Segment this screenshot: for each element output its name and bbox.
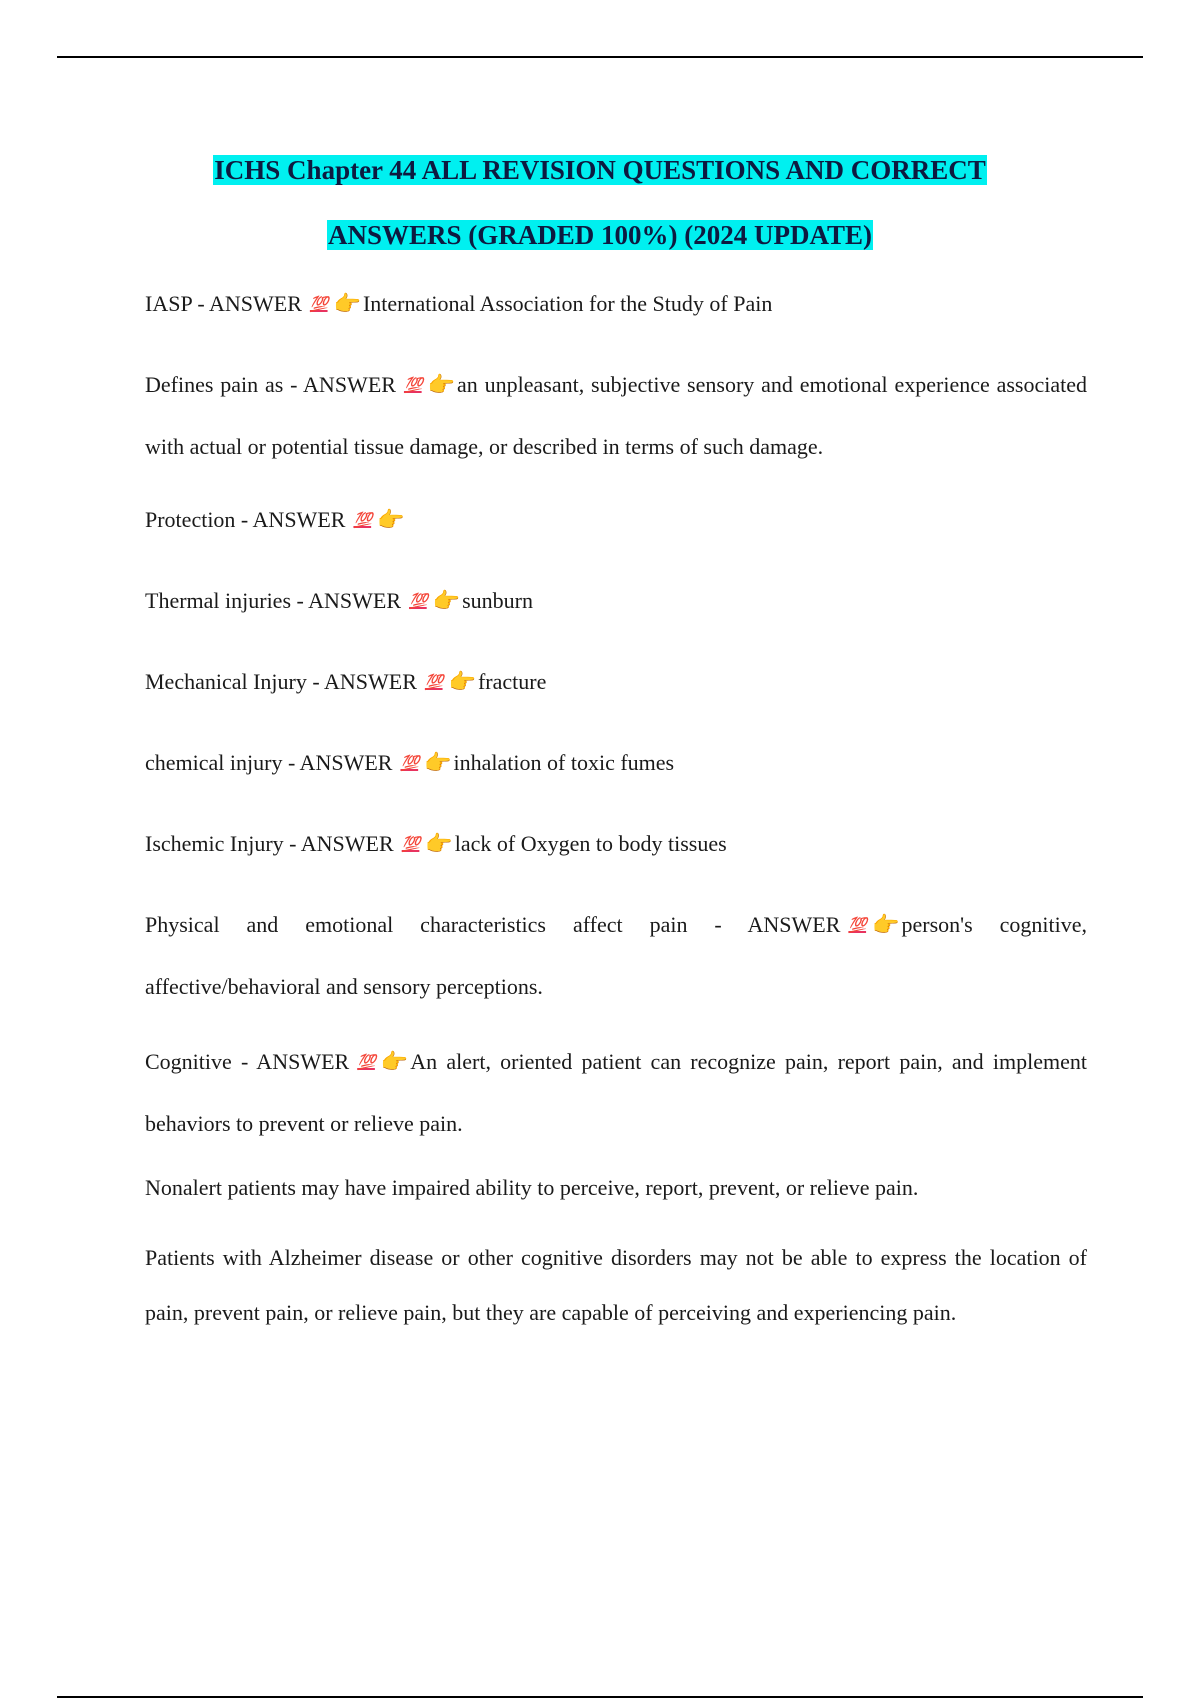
hundred-points-icon: 💯 [309,295,328,313]
qa-answer: an unpleasant, subjective sensory and emotional experience associated with actual or potential tissue damage, or described in terms of such damage. [145,372,1087,459]
hundred-points-icon: 💯 [848,916,867,934]
qa-term: Ischemic Injury - ANSWER [145,831,394,856]
pointing-hand-icon: 👉 [872,913,900,938]
qa-item-iasp [145,273,1087,335]
pointing-hand-icon: 👉 [425,832,453,857]
qa-item-protection [145,489,1087,551]
pointing-hand-icon: 👉 [377,508,405,533]
paragraph-text: Nonalert patients may have impaired ability to perceive, report, prevent, or relieve pain. [145,1175,919,1200]
qa-item-ischemic [145,813,1087,875]
pointing-hand-icon: 👉 [380,1050,409,1075]
qa-answer: An alert, oriented patient can recognize pain, report pain, and implement behaviors to prevent or relieve pain. [145,1049,1087,1136]
hundred-points-icon: 💯 [403,376,422,394]
qa-item-cognitive [145,1031,1087,1154]
pointing-hand-icon: 👉 [432,589,461,614]
qa-answer: inhalation of toxic fumes [453,750,675,775]
bottom-rule [57,1696,1143,1698]
top-rule [57,56,1143,58]
qa-item-mechanical [145,651,1087,713]
qa-term: Mechanical Injury - ANSWER [145,669,417,694]
qa-answer: fracture [477,669,547,694]
qa-answer: person's cognitive, affective/behavioral and sensory perceptions. [145,912,1087,999]
hundred-points-icon: 💯 [409,592,427,610]
qa-item-thermal [145,570,1087,632]
qa-answer: sunburn [462,588,533,613]
qa-answer: lack of Oxygen to body tissues [454,831,727,856]
title-line-2: ANSWERS (GRADED 100%) (2024 UPDATE) [327,220,872,250]
document-title [0,138,1200,268]
hundred-points-icon: 💯 [424,673,443,691]
hundred-points-icon: 💯 [401,835,420,853]
qa-term: Cognitive - ANSWER [145,1049,350,1074]
qa-item-physical-emotional [145,894,1087,1017]
qa-item-chemical [145,732,1087,794]
pointing-hand-icon: 👉 [333,292,361,317]
qa-term: IASP - ANSWER [145,291,302,316]
hundred-points-icon: 💯 [400,754,419,772]
qa-term: Defines pain as - ANSWER [145,372,396,397]
qa-term: Thermal injuries - ANSWER [145,588,402,613]
title-line-1: ICHS Chapter 44 ALL REVISION QUESTIONS AND CORRECT [214,155,986,185]
pointing-hand-icon: 👉 [424,751,452,776]
qa-item-defines-pain [145,354,1087,477]
hundred-points-icon: 💯 [353,511,372,529]
qa-term: Protection - ANSWER [145,507,346,532]
paragraph-nonalert [145,1158,1087,1218]
pointing-hand-icon: 👉 [427,373,456,398]
paragraph-text: Patients with Alzheimer disease or other cognitive disorders may not be able to express the location of pain, prevent pain, or relieve pain, but they are capable of perceiving and experiencing pain. [145,1245,1087,1325]
pointing-hand-icon: 👉 [448,670,476,695]
hundred-points-icon: 💯 [357,1053,375,1071]
qa-answer: International Association for the Study of Pain [362,291,773,316]
qa-term: chemical injury - ANSWER [145,750,393,775]
paragraph-alzheimer [145,1230,1087,1340]
qa-term: Physical and emotional characteristics affect pain - ANSWER [145,912,841,937]
